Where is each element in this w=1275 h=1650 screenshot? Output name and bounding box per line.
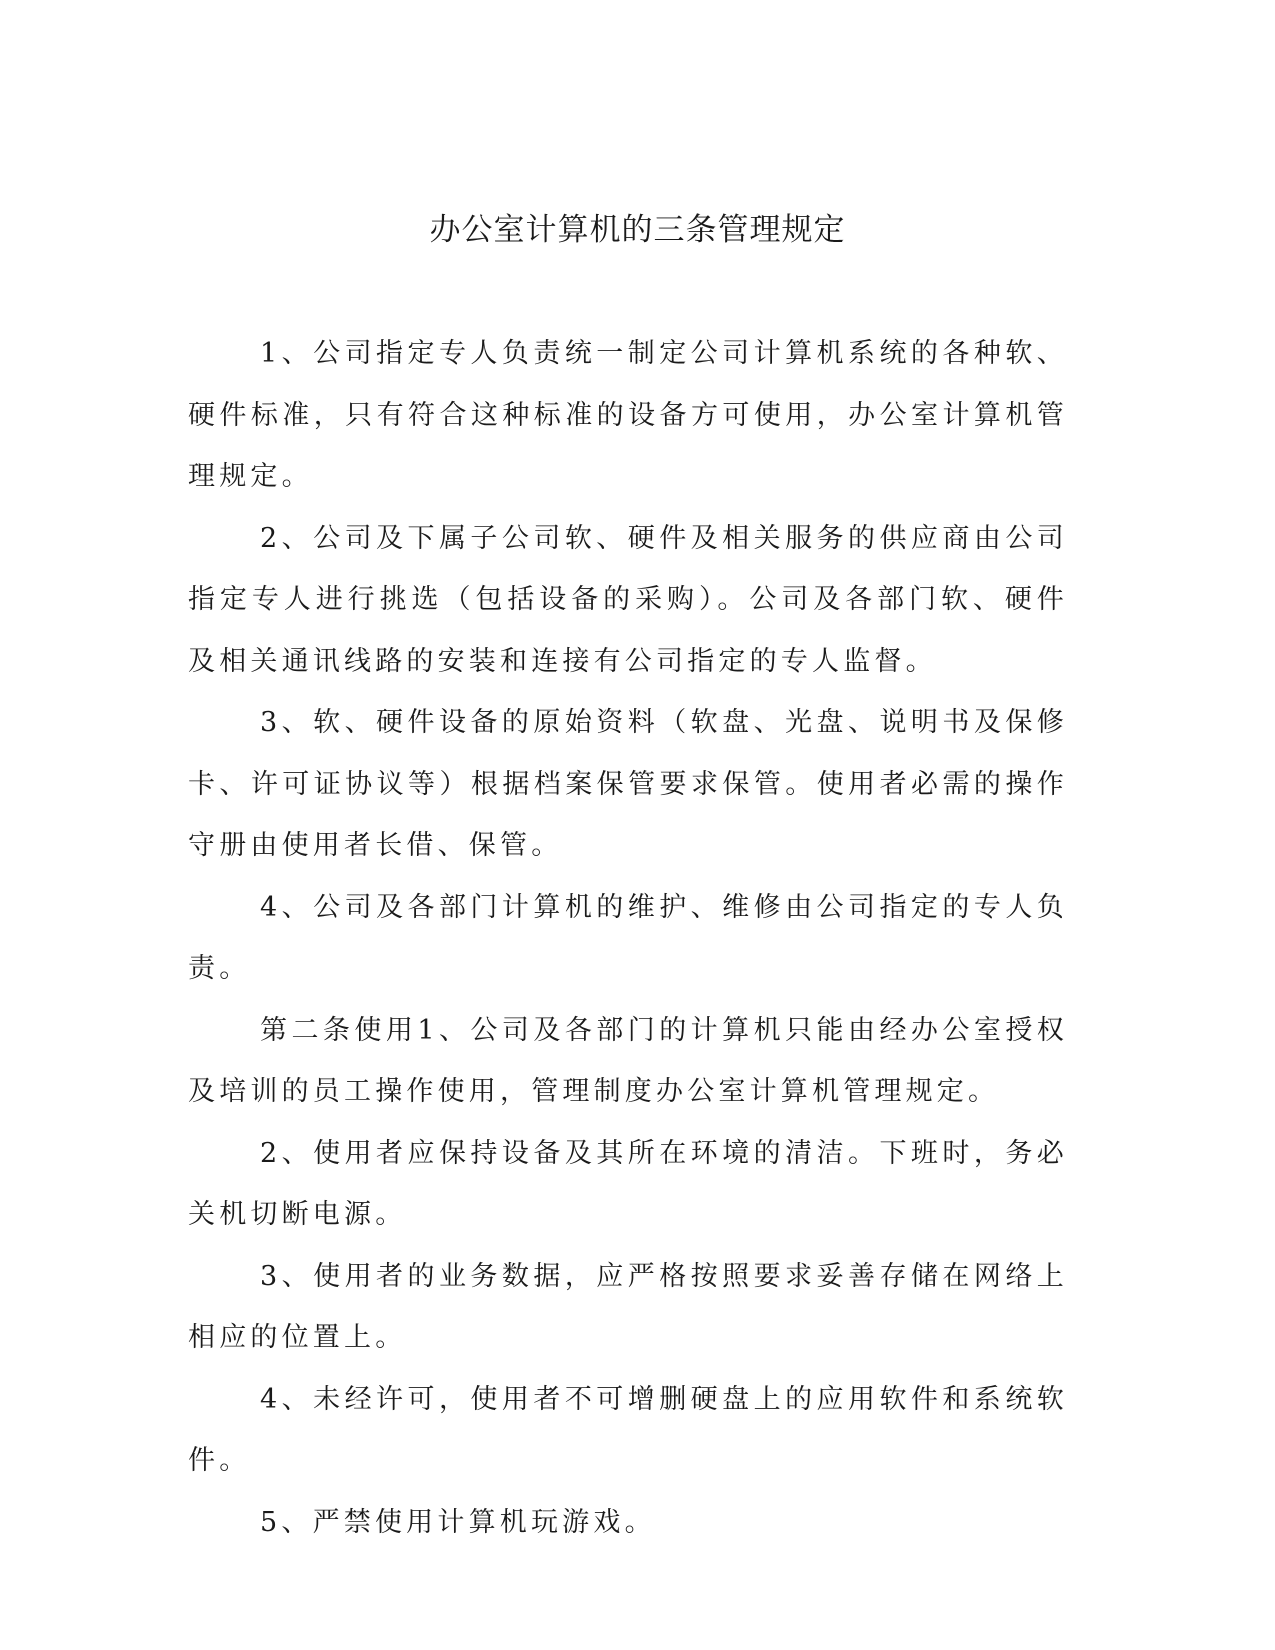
- paragraph-1: 1、公司指定专人负责统一制定公司计算机系统的各种软、硬件标准，只有符合这种标准的设备方可使用，办公室计算机管理规定。: [188, 338, 1068, 492]
- document-body: [188, 323, 1068, 1553]
- paragraph-2: 2、公司及下属子公司软、硬件及相关服务的供应商由公司指定专人进行挑选（包括设备的采购）。公司及各部门软、硬件及相关通讯线路的安装和连接有公司指定的专人监督。: [188, 522, 1068, 677]
- paragraph-7: 3、使用者的业务数据，应严格按照要求妥善存储在网络上相应的位置上。: [188, 1260, 1068, 1353]
- document-title: 办公室计算机的三条管理规定: [429, 212, 846, 248]
- paragraph-9: 5、严禁使用计算机玩游戏。: [260, 1506, 656, 1538]
- paragraph-3: 3、软、硬件设备的原始资料（软盘、光盘、说明书及保修卡、许可证协议等）根据档案保管要求保管。使用者必需的操作守册由使用者长借、保管。: [188, 707, 1068, 861]
- paragraph-4: 4、公司及各部门计算机的维护、维修由公司指定的专人负责。: [188, 891, 1068, 984]
- paragraph-5: 第二条使用1、公司及各部门的计算机只能由经办公室授权及培训的员工操作使用，管理制度办公室计算机管理规定。: [188, 1014, 1068, 1107]
- paragraph-8: 4、未经许可，使用者不可增删硬盘上的应用软件和系统软件。: [188, 1383, 1068, 1476]
- paragraph-6: 2、使用者应保持设备及其所在环境的清洁。下班时，务必关机切断电源。: [188, 1137, 1068, 1230]
